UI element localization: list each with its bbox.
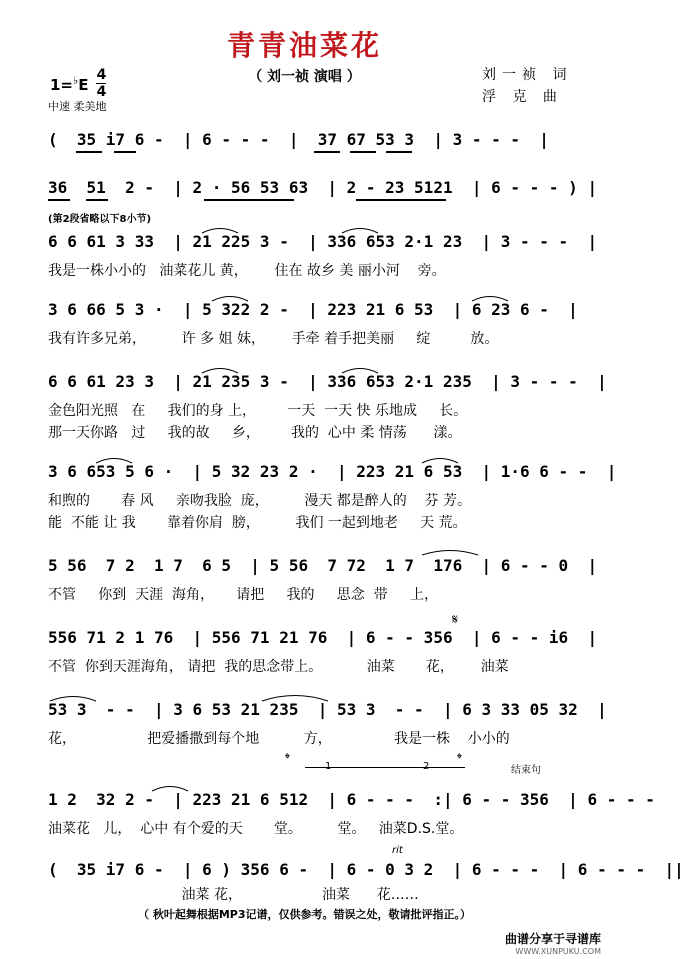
underline [48,199,70,201]
score-line-2: 36 51 2 - | 2 · 56 53 63 | 2 - 23 5121 | 6 - - - ) | [48,178,598,197]
coda-icon: 𝄌 [285,751,290,767]
volta-line [375,767,465,768]
underline [314,151,340,153]
score-line-1: ( 35 i7 6 - | 6 - - - | 37 67 53 3 | 3 - - - | [48,130,549,149]
flat-sign: ♭ [73,73,79,87]
volta-line [305,767,375,768]
song-title: 青青油菜花 [226,29,382,62]
slur [340,224,380,234]
key-signature [50,68,106,99]
score-line-8: 556 71 2 1 76 | 556 71 21 76 | 6 - - 356 | 6 - - i6 | [48,628,598,647]
site-watermark [505,930,601,956]
volta-2-label: 2 [423,761,430,772]
segno-icon: 𝄋 [452,612,459,628]
lyricist-credit: 刘一祯 词 [482,67,573,83]
score-line-7: 5 56 7 2 1 7 6 5 | 5 56 7 72 1 7 176 | 6 - - 0 | [48,556,598,575]
slur [200,364,240,374]
rit-marking: rit [392,845,403,856]
singer-credit: （ 刘一祯 演唱 ） [248,69,361,85]
score-line-4: 3 6 66 5 3 · | 5 322 2 - | 223 21 6 53 | 6 23 6 - | [48,300,578,319]
underline [356,199,446,201]
underline [114,151,136,153]
ending-label: 结束句 [511,765,541,776]
coda-icon: 𝄌 [457,751,462,767]
section-note: (第2段省略以下8小节) [48,214,152,225]
lyrics-line-5a: 金色阳光照 在 我们的身 上， 一天 一天 快 乐地成 长。 [48,403,468,419]
composer-credit: 浮 克 曲 [482,89,563,105]
lyrics-line-10: 油菜花 儿， 心中 有个爱的天 堂。 堂。 油菜D.S.堂。 [48,821,464,837]
slur [470,292,510,302]
lyrics-line-6a: 和煦的 春 风 亲吻我脸 庞， 漫天 都是醉人的 芬 芳。 [48,493,472,509]
meter-top: 4 [96,67,107,83]
lyrics-line-7: 不管 你到 天涯 海角， 请把 我的 思念 带 上， [48,587,438,603]
site-name: 曲谱分享于寻谱库 [504,932,601,946]
key-note: E [78,75,89,94]
key-prefix: 1= [50,75,74,94]
slur [210,292,250,302]
volta-brackets [275,751,565,776]
slur [420,454,460,464]
slur [150,782,190,792]
slur [260,690,330,702]
score-line-10: 1 2 32 2 - | 223 21 6 512 | 6 - - - :| 6 - - 356 | 6 - - - [48,790,655,809]
slur [420,546,480,556]
tempo-marking: 中速 柔美地 [48,100,107,113]
lyrics-line-8: 不管 你到天涯海角， 请把 我的思念带上。 油菜 花， 油菜 [48,659,509,675]
score-line-3: 6 6 61 3 33 | 21 225 3 - | 336 653 2·1 23 | 3 - - - | [48,232,598,251]
underline [386,151,412,153]
underline [76,151,102,153]
score-line-9: 53 3 - - | 3 6 53 21 235 | 53 3 - - | 6 3 33 05 32 | [48,700,607,719]
slur [340,364,380,374]
lyrics-line-5b: 那一天你路 过 我的故 乡， 我的 心中 柔 情荡 漾。 [48,425,462,441]
lyrics-line-4: 我有许多兄弟， 许 多 姐 妹， 手牵 着手把美丽 绽 放。 [48,331,499,347]
lyrics-line-6b: 能 不能 让 我 靠着你肩 膀， 我们 一起到地老 天 荒。 [48,515,467,531]
site-url: WWW.XUNPUKU.COM [515,947,601,956]
score-line-11: ( 35 i7 6 - | 6 ) 356 6 - | 6 - 0 3 2 | 6 - - - | 6 - - - || [48,860,684,879]
slur [200,224,240,234]
time-signature [96,68,106,99]
underline [86,199,108,201]
slur [48,692,98,702]
lyrics-line-11: 油菜 花， 油菜 花…… [48,887,419,903]
score-line-6: 3 6 653 5 6 · | 5 32 23 2 · | 223 21 6 53 | 1·6 6 - - | [48,462,617,481]
score-line-5: 6 6 61 23 3 | 21 235 3 - | 336 653 2·1 235 | 3 - - - | [48,372,607,391]
underline [204,199,294,201]
lyrics-line-9: 花， 把爱播撒到每个地 方， 我是一株 小小的 [48,731,510,747]
meter-bottom: 4 [96,84,107,100]
lyrics-line-3: 我是一株小小的 油菜花儿 黄， 住在 故乡 美 丽小河 旁。 [48,263,446,279]
volta-1-label: 1 [325,761,332,772]
transcriber-note: （ 秋叶起舞根据MP3记谱，仅供参考。错误之处，敬请批评指正。） [138,908,471,921]
slur [94,454,134,464]
underline [350,151,376,153]
